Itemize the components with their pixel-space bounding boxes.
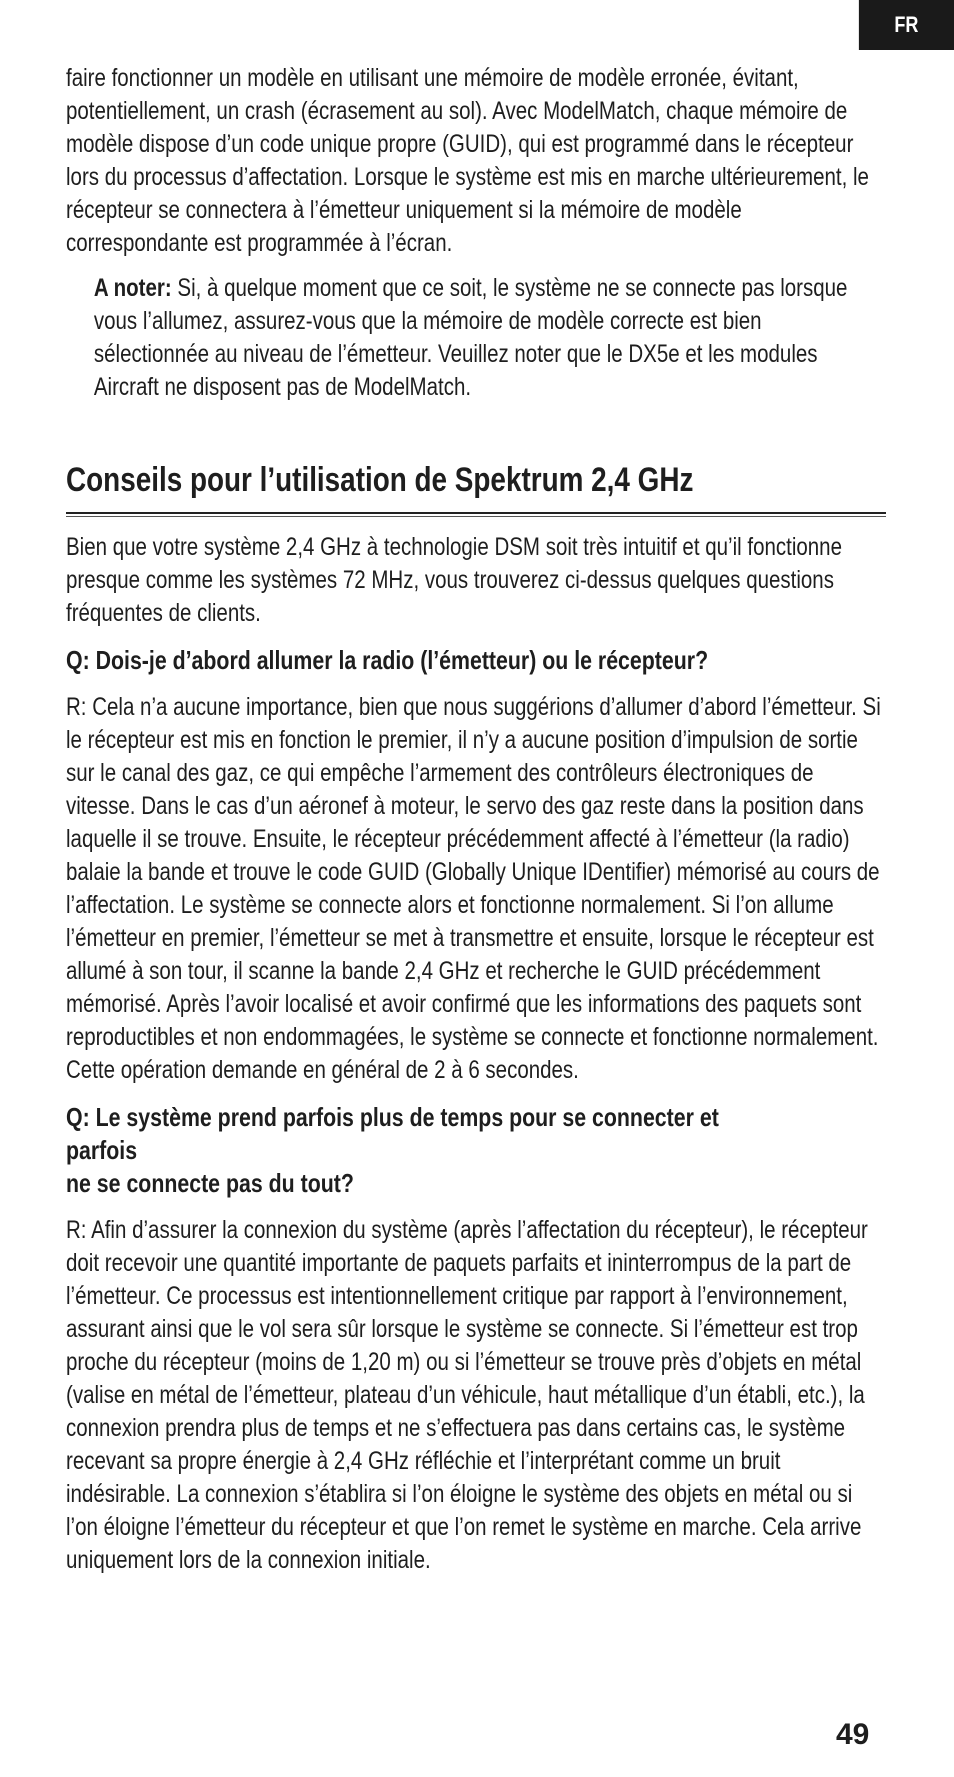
language-tab: [859, 0, 954, 50]
language-label: FR: [894, 12, 919, 37]
intro-paragraph: faire fonctionner un modèle en utilisant une mémoire de modèle erronée, évitant, potentiellement, un crash (écrasement au sol). Avec ModelMatch, chaque mémoire de modèle dispose d’un code unique propre (GUID), qui est programmé dans le récepteur lors du processus d’affectation. Lorsque le système est mis en marche ultérieurement, le récepteur se connectera à l’émetteur uniquement si la mémoire de modèle correspondante est programmée à l’écran.: [66, 64, 869, 257]
question-2-line-3: ne se connecte pas du tout?: [66, 1168, 354, 1198]
section-title: Conseils pour l’utilisation de Spektrum 2,4 GHz: [66, 461, 694, 499]
note-text: Si, à quelque moment que ce soit, le système ne se connecte pas lorsque vous l’allumez, assurez-vous que la mémoire de modèle correcte est bien sélectionnée au niveau de l’émetteur. Veuillez noter que le DX5e et les modules Aircraft ne disposent pas de ModelMatch.: [93, 274, 848, 401]
note-label: A noter:: [93, 274, 172, 302]
question-2-line-1: Q: Le système prend parfois plus de temps pour se connecter et: [66, 1102, 719, 1132]
text-column: [66, 62, 886, 1577]
question-2-line-2: parfois: [66, 1135, 138, 1165]
page-content: [66, 62, 886, 1577]
question-1: Q: Dois-je d’abord allumer la radio (l’émetteur) ou le récepteur?: [66, 645, 709, 675]
section-rule-thick: [66, 512, 886, 514]
page-number: 49: [836, 1718, 870, 1751]
answer-1: R: Cela n’a aucune importance, bien que nous suggérions d’allumer d’abord l’émetteur. Si le récepteur est mis en fonction le premier, il n’y a aucune position d’impulsion de sortie sur le canal des gaz, ce qui empêche l’armement des contrôleurs électroniques de vitesse. Dans le cas d’un aéronef à moteur, le servo des gaz reste dans la position dans laquelle il se trouve. Ensuite, le récepteur précédemment affecté à l’émetteur (la radio) balaie la bande et trouve le code GUID (Globally Unique IDentifier) mémorisé au cours de l’affectation. Le système se connecte alors et fonctionne normalement. Si l’on allume l’émetteur en premier, l’émetteur se met à transmettre et ensuite, lorsque le récepteur est allumé à son tour, il scanne la bande 2,4 GHz et recherche le GUID précédemment mémorisé. Après l’avoir localisé et avoir confirmé que les informations des paquets sont reproductibles et non endommagées, le système se connecte et fonctionne normalement. Cette opération demande en général de 2 à 6 secondes.: [66, 693, 881, 1084]
section-rule-thin: [66, 516, 886, 517]
section-intro: Bien que votre système 2,4 GHz à technologie DSM soit très intuitif et qu’il fonctionne presque comme les systèmes 72 MHz, vous trouverez ci-dessus quelques questions fréquentes de clients.: [66, 533, 842, 627]
note-paragraph: [94, 272, 856, 404]
question-2: [66, 1101, 886, 1200]
answer-2: R: Afin d’assurer la connexion du système (après l’affectation du récepteur), le récepteur doit recevoir une quantité importante de paquets parfaits et ininterrompus de la part de l’émetteur. Ce processus est intentionnellement critique par rapport à l’environnement, assurant ainsi que le vol sera sûr lorsque le système se connecte. Si l’émetteur est trop proche du récepteur (moins de 1,20 m) ou si l’émetteur se trouve près d’objets en métal (valise en métal de l’émetteur, plateau d’un véhicule, haut métallique d’un établi, etc.), la connexion prendra plus de temps et ne s’effectuera pas dans certains cas, le système recevant sa propre énergie à 2,4 GHz réfléchie et l’interprétant comme un bruit indésirable. La connexion s’établira si l’on éloigne le système des objets en métal ou si l’on éloigne l’émetteur du récepteur et que l’on remet le système en marche. Cela arrive uniquement lors de la connexion initiale.: [66, 1216, 868, 1574]
